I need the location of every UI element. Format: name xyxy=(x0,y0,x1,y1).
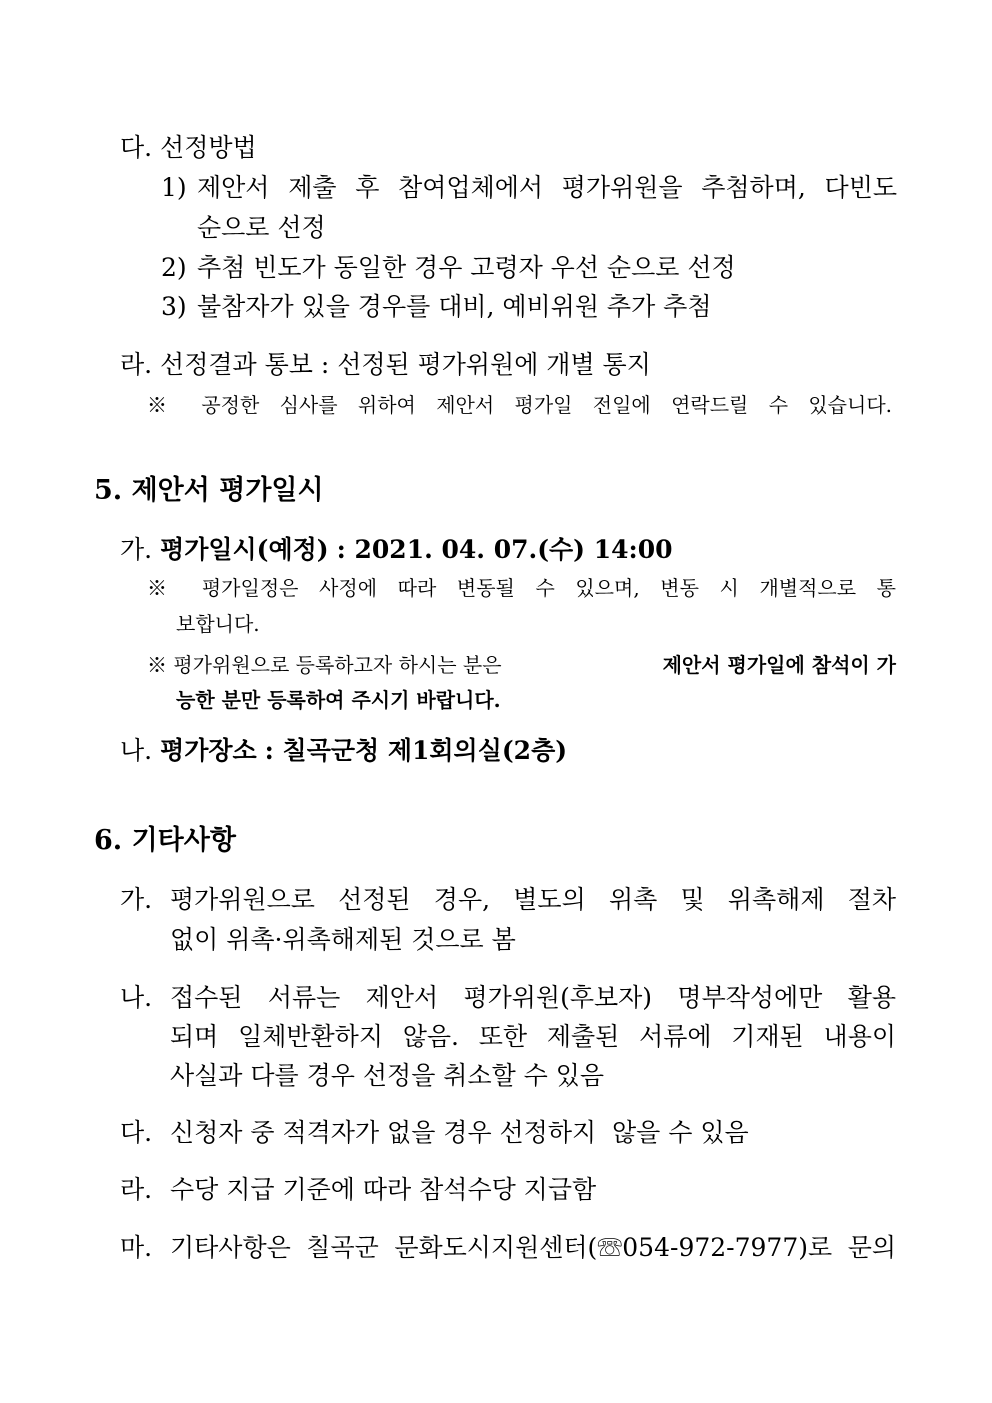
item-text xyxy=(197,172,897,204)
misc-text: 평가위원으로 선정된 경우, 별도의 위촉 및 위촉해제 절차 xyxy=(170,885,896,914)
schedule-line xyxy=(120,534,673,566)
section-6-heading: 6. 기타사항 xyxy=(94,825,236,856)
misc-text: 신청자 중 적격자가 없을 경우 선정하지 않을 수 있음 xyxy=(170,1118,749,1147)
misc-prefix: 가. xyxy=(120,885,153,914)
venue-line xyxy=(120,735,567,767)
misc-text: 접수된 서류는 제안서 평가위원(후보자) 명부작성에만 활용 xyxy=(170,983,896,1012)
misc-text: 기타사항은 칠곡군 문화도시지원센터(☏054-972-7977)로 문의 xyxy=(170,1233,896,1262)
venue-label: 평가장소 xyxy=(160,736,257,765)
item-number: 3) xyxy=(161,292,187,321)
venue-value: : 칠곡군청 제1회의실(2층) xyxy=(264,736,568,765)
misc-prefix: 나. xyxy=(120,983,153,1012)
misc-prefix: 다. xyxy=(120,1118,153,1147)
schedule-note-1-continued: 보합니다. xyxy=(176,612,260,636)
misc-text-continued: 없이 위촉·위촉해제된 것으로 봄 xyxy=(170,925,516,954)
venue-prefix: 나. xyxy=(120,736,153,765)
misc-prefix: 마. xyxy=(120,1233,153,1262)
schedule-note-1: ※ 평가일정은 사정에 따라 변동될 수 있으며, 변동 시 개별적으로 통 xyxy=(147,576,896,600)
schedule-note-2-bold: 제안서 평가일에 참석이 가 xyxy=(662,653,896,677)
item-number: 2) xyxy=(161,253,187,282)
item-text-continued: 순으로 선정 xyxy=(197,213,326,242)
schedule-label: 평가일시(예정) xyxy=(160,535,329,564)
misc-text: 수당 지급 기준에 따라 참석수당 지급함 xyxy=(170,1175,597,1204)
schedule-value: : 2021. 04. 07.(수) 14:00 xyxy=(336,535,673,564)
item-text: 추첨 빈도가 동일한 경우 고령자 우선 순으로 선정 xyxy=(197,253,736,282)
section-da-title: 다. 선정방법 xyxy=(120,133,257,162)
schedule-prefix: 가. xyxy=(120,535,153,564)
section-ra-note: ※ 공정한 심사를 위하여 제안서 평가일 전일에 연락드릴 수 있습니다. xyxy=(147,393,892,417)
schedule-note-2-continued: 능한 분만 등록하여 주시기 바랍니다. xyxy=(176,688,501,712)
section-5-heading: 5. 제안서 평가일시 xyxy=(94,475,324,506)
misc-text-continued: 되며 일체반환하지 않음. 또한 제출된 서류에 기재된 내용이 xyxy=(170,1022,896,1051)
misc-text-continued: 사실과 다를 경우 선정을 취소할 수 있음 xyxy=(170,1061,605,1090)
misc-prefix: 라. xyxy=(120,1175,153,1204)
schedule-note-2 xyxy=(147,651,896,679)
schedule-note-2-plain: ※ 평가위원으로 등록하고자 하시는 분은 xyxy=(147,653,502,677)
item-number: 1) xyxy=(161,173,187,202)
item-text-line: 제안서 제출 후 참여업체에서 평가위원을 추첨하며, 다빈도 xyxy=(197,173,897,202)
section-ra-title: 라. 선정결과 통보 : 선정된 평가위원에 개별 통지 xyxy=(120,350,651,379)
item-text: 불참자가 있을 경우를 대비, 예비위원 추가 추첨 xyxy=(197,292,712,321)
